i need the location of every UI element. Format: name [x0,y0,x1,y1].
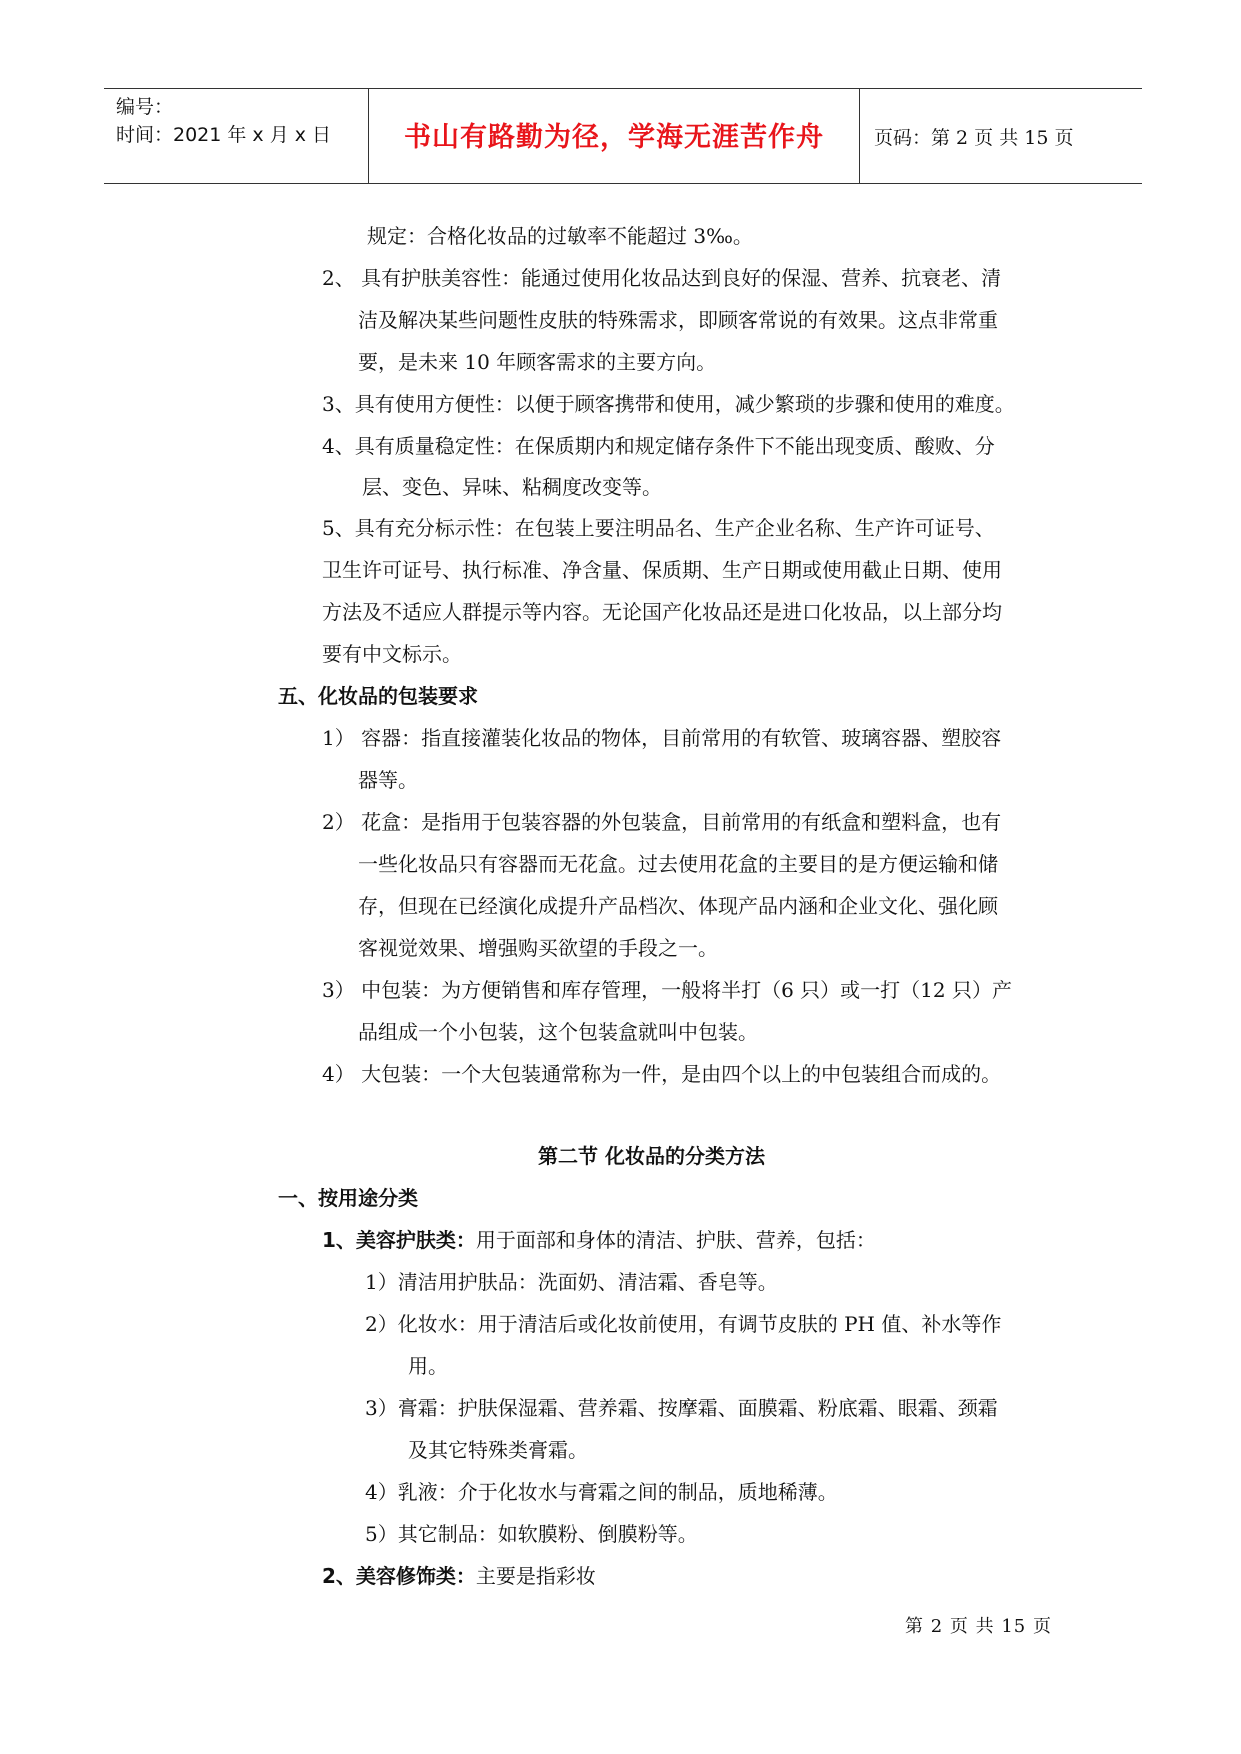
text-line: 要，是未来 10 年顾客需求的主要方向。 [358,350,717,374]
list-item-5: 5）其它制品：如软膜粉、倒膜粉等。 [365,1522,698,1546]
subsection-text: 主要是指彩妆 [475,1564,596,1588]
list-item-3: 3）膏霜：护肤保湿霜、营养霜、按摩霜、面膜霜、粉底霜、眼霜、颈霜 [365,1396,998,1420]
section-title: 第二节 化妆品的分类方法 [538,1144,765,1168]
text-line: 层、变色、异味、粘稠度改变等。 [362,475,662,499]
subsection-text: 用于面部和身体的清洁、护肤、营养，包括： [475,1228,876,1252]
list-item-4: 4、具有质量稳定性：在保质期内和规定储存条件下不能出现变质、酸败、分 [322,434,995,458]
text-line: 方法及不适应人群提示等内容。无论国产化妆品还是进口化妆品，以上部分均 [322,600,1002,624]
list-item-1: 1） 容器：指直接灌装化妆品的物体，目前常用的有软管、玻璃容器、塑胶容 [322,726,1002,750]
subsection-label: 1、美容护肤类： [322,1228,476,1252]
list-item-2: 2）化妆水：用于清洁后或化妆前使用，有调节皮肤的 PH 值、补水等作 [365,1312,1002,1336]
list-item-2: 2、 具有护肤美容性：能通过使用化妆品达到良好的保湿、营养、抗衰老、清 [322,266,1002,290]
text-line: 卫生许可证号、执行标准、净含量、保质期、生产日期或使用截止日期、使用 [322,558,1002,582]
text-line: 洁及解决某些问题性皮肤的特殊需求，即顾客常说的有效果。这点非常重 [358,308,998,332]
header-page-info: 页码：第 2 页 共 15 页 [874,127,1074,149]
page-footer: 第 2 页 共 15 页 [905,1616,1052,1637]
list-item-2: 2） 花盒：是指用于包装容器的外包装盒，目前常用的有纸盒和塑料盒，也有 [322,810,1002,834]
section-heading: 五、化妆品的包装要求 [278,684,478,708]
header-motto: 书山有路勤为径，学海无涯苦作舟 [404,122,824,153]
list-item-3: 3） 中包装：为方便销售和库存管理，一般将半打（6 只）或一打（12 只）产 [322,978,1012,1002]
text-line: 一些化妆品只有容器而无花盒。过去使用花盒的主要目的是方便运输和储 [358,852,998,876]
list-item-4: 4） 大包装：一个大包装通常称为一件，是由四个以上的中包装组合而成的。 [322,1062,1002,1086]
list-item-4: 4）乳液：介于化妆水与膏霜之间的制品，质地稀薄。 [365,1480,838,1504]
text-line: 要有中文标示。 [322,642,462,666]
text-line: 器等。 [358,768,418,792]
serial-label: 编号： [116,96,174,118]
subsection-line [322,1226,876,1254]
text-line: 存，但现在已经演化成提升产品档次、体现产品内涵和企业文化、强化顾 [358,894,998,918]
section-heading: 一、按用途分类 [278,1186,418,1210]
subsection-label: 2、美容修饰类： [322,1564,476,1588]
list-item-5: 5、具有充分标示性：在包装上要注明品名、生产企业名称、生产许可证号、 [322,516,995,540]
list-item-1: 1）清洁用护肤品：洗面奶、清洁霜、香皂等。 [365,1270,778,1294]
text-line: 品组成一个小包装，这个包装盒就叫中包装。 [358,1020,758,1044]
header-meta [116,93,331,149]
page-header [104,88,1142,184]
text-line: 客视觉效果、增强购买欲望的手段之一。 [358,936,718,960]
time-label: 时间：2021 年 x 月 x 日 [116,124,332,146]
text-line: 用。 [408,1354,448,1378]
text-line: 规定：合格化妆品的过敏率不能超过 3‰。 [367,224,753,248]
list-item-3: 3、具有使用方便性：以便于顾客携带和使用，减少繁琐的步骤和使用的难度。 [322,392,1015,416]
header-divider-right [859,89,860,183]
text-line: 及其它特殊类膏霜。 [408,1438,588,1462]
subsection-line [322,1562,596,1590]
